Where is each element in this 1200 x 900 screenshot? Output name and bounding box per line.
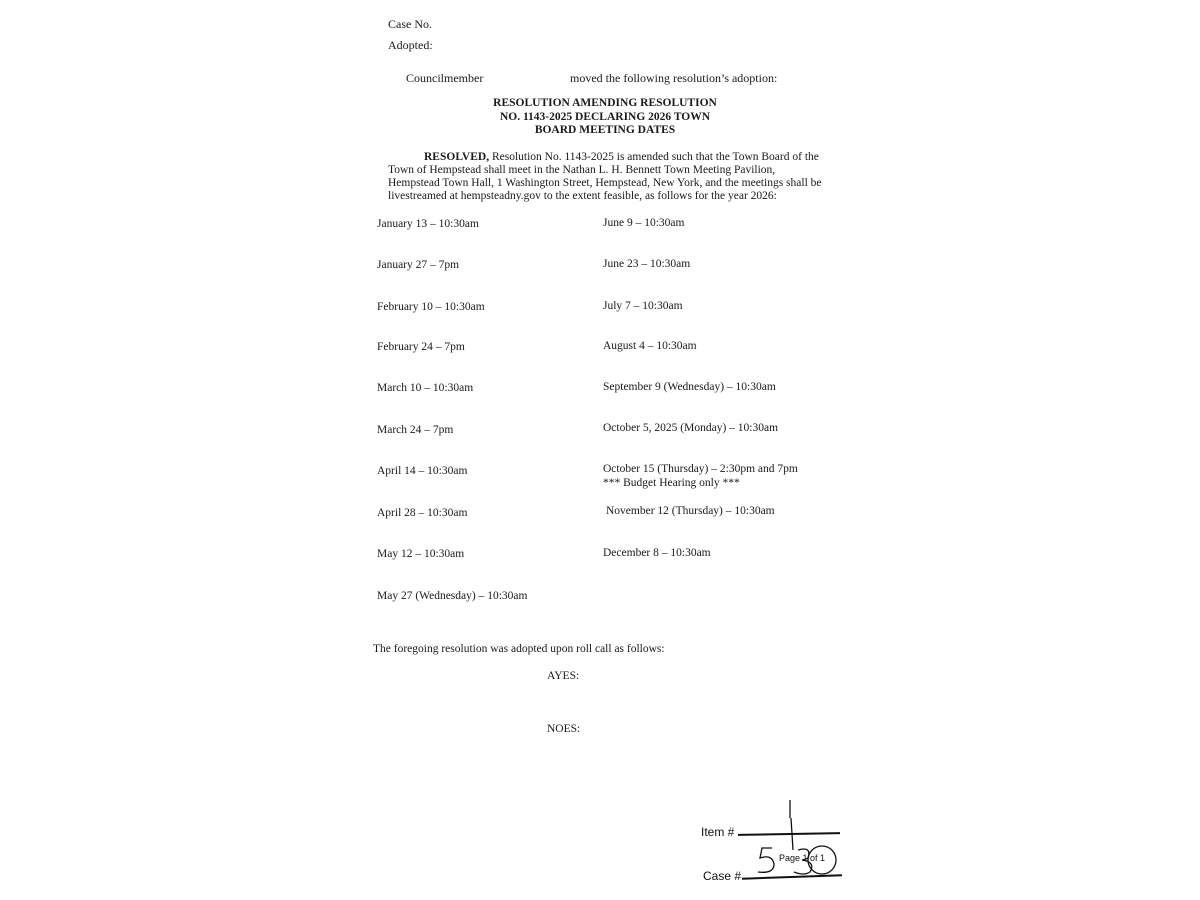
meeting-date-right-7: November 12 (Thursday) – 10:30am [606,505,775,517]
meeting-date-left-9: May 27 (Wednesday) – 10:30am [377,590,528,602]
meeting-date-left-1: January 27 – 7pm [377,259,460,271]
title-line-1: RESOLUTION AMENDING RESOLUTION [493,97,717,109]
ayes-label: AYES: [547,670,580,682]
meeting-date-left-0: January 13 – 10:30am [377,218,479,230]
meeting-date-left-4: March 10 – 10:30am [377,382,474,394]
adopted-label: Adopted: [388,38,433,52]
item-number-label: Item # [701,825,735,839]
resolved-keyword: RESOLVED, [424,151,490,163]
title-line-2: NO. 1143-2025 DECLARING 2026 TOWN [499,110,711,123]
case-no-label: Case No. [388,17,432,31]
resolved-paragraph [388,151,828,203]
meeting-date-left-2: February 10 – 10:30am [377,301,485,313]
meeting-date-right-6: October 15 (Thursday) – 2:30pm and 7pm [603,463,798,475]
meeting-date-right-8: December 8 – 10:30am [603,547,711,559]
noes-label: NOES: [547,723,581,735]
resolution-title [440,97,770,138]
handwritten-case-number [750,798,850,883]
meeting-date-left-5: March 24 – 7pm [377,424,454,436]
meeting-date-right-3: August 4 – 10:30am [603,340,697,352]
budget-hearing-note: *** Budget Hearing only *** [603,477,740,489]
meeting-date-right-4: September 9 (Wednesday) – 10:30am [603,381,776,393]
title-line-3: BOARD MEETING DATES [534,124,676,136]
roll-call-intro: The foregoing resolution was adopted upon roll call as follows: [373,643,665,655]
meeting-date-left-7: April 28 – 10:30am [377,507,468,519]
moved-text: moved the following resolution’s adoption: [570,71,778,85]
councilmember-label: Councilmember [406,71,484,85]
case-number-label: Case # [703,869,742,883]
meeting-date-right-0: June 9 – 10:30am [603,217,685,229]
meeting-date-right-2: July 7 – 10:30am [603,300,683,312]
meeting-date-left-3: February 24 – 7pm [377,341,465,353]
meeting-date-right-1: June 23 – 10:30am [603,258,691,270]
meeting-date-left-6: April 14 – 10:30am [377,465,468,477]
meeting-date-left-8: May 12 – 10:30am [377,548,465,560]
resolved-text: Resolution No. 1143-2025 is amended such that the Town Board of the Town of Hempstead shall meet in the Nathan L. H. Bennett Town Meeting Pavilion, Hempstead Town Hall, 1 Washington Street, Hempstead, New York, and the meetings shall be livestreamed at hempsteadny.gov to the extent feasible, as follows for the year 2026: [388,151,822,202]
page-indicator: Page 1 of 1 [779,853,826,863]
meeting-date-right-5: October 5, 2025 (Monday) – 10:30am [603,422,779,434]
